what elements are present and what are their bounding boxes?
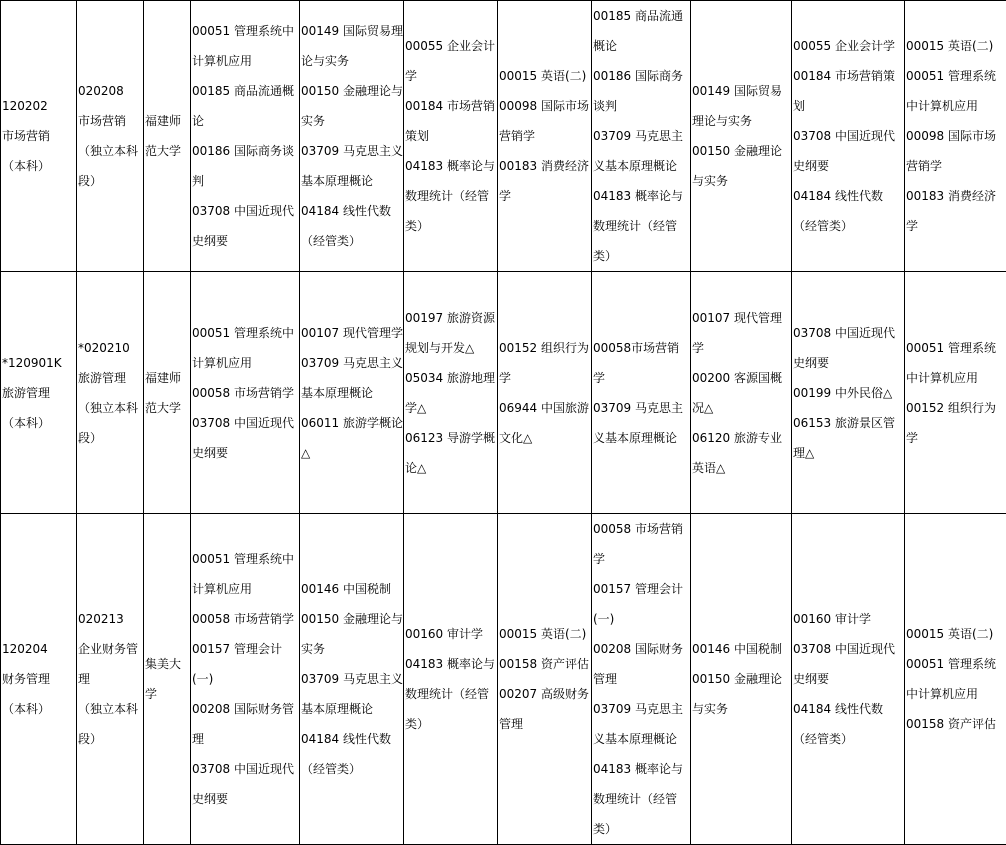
program-type: （独立本科段） [78,694,143,754]
major-code: 120204 [2,634,76,664]
course-item: 00098 国际市场营销学 [906,121,1006,181]
course-item: 04184 线性代数（经管类） [793,694,904,754]
course-item: 00015 英语(二) [499,619,591,649]
course-item: 00160 审计学 [793,604,904,634]
course-item: 00051 管理系统中计算机应用 [906,649,1006,709]
course-item: 00186 国际商务谈判 [192,136,299,196]
course-item: 00184 市场营销策划 [793,61,904,121]
course-item: 00055 企业会计学 [405,31,497,91]
course-item: 00051 管理系统中计算机应用 [192,544,299,604]
course-item: 00058 市场营销学 [192,604,299,634]
major-cell [1,514,77,845]
course-item: 00197 旅游资源规划与开发△ [405,303,497,363]
course-item: 00058市场营销学 [593,333,690,393]
courses-cell [300,1,404,272]
courses-cell [404,1,498,272]
courses-cell [905,514,1006,845]
course-item: 00185 商品流通概论 [593,1,690,61]
course-item: 06123 导游学概论△ [405,423,497,483]
courses-cell [592,1,691,272]
courses-cell [691,1,792,272]
course-item: 03709 马克思主义基本原理概论 [593,121,690,181]
course-item: 03709 马克思主义基本原理概论 [301,348,403,408]
course-item: 03708 中国近现代史纲要 [793,634,904,694]
course-item: 04183 概率论与数理统计（经管类） [593,181,690,271]
course-item: 00146 中国税制 [301,574,403,604]
major-code: *120901K [2,348,76,378]
course-item: 00098 国际市场营销学 [499,91,591,151]
course-item: 00015 英语(二) [906,31,1006,61]
course-item: 03708 中国近现代史纲要 [192,754,299,814]
major-level: （本科） [2,408,76,438]
course-item: 00207 高级财务管理 [499,679,591,739]
course-item: 00158 资产评估 [906,709,1006,739]
course-item: 04183 概率论与数理统计（经管类） [593,754,690,844]
course-item: 00058 市场营销学 [593,514,690,574]
courses-cell [592,272,691,514]
course-item: 04184 线性代数（经管类） [301,196,403,256]
course-item: 06944 中国旅游文化△ [499,393,591,453]
course-item: 00051 管理系统中计算机应用 [192,16,299,76]
course-item: 06011 旅游学概论△ [301,408,403,468]
program-name: 旅游管理 [78,363,143,393]
courses-cell [191,514,300,845]
courses-cell [404,272,498,514]
courses-cell [498,272,592,514]
program-type: （独立本科段） [78,393,143,453]
course-item: 06153 旅游景区管理△ [793,408,904,468]
courses-cell [498,514,592,845]
courses-cell [592,514,691,845]
program-name: 市场营销 [78,106,143,136]
course-item: 03709 马克思主义基本原理概论 [301,136,403,196]
course-item: 00183 消费经济学 [906,181,1006,241]
school-cell: 福建师范大学 [144,272,191,514]
course-item: 00185 商品流通概论 [192,76,299,136]
course-item: 04184 线性代数（经管类） [793,181,904,241]
program-name: 企业财务管理 [78,634,143,694]
program-code: 020213 [78,604,143,634]
course-item: 03708 中国近现代史纲要 [192,408,299,468]
course-item: 00157 管理会计(一) [192,634,299,694]
course-item: 00058 市场营销学 [192,378,299,408]
courses-cell [191,1,300,272]
major-code: 120202 [2,91,76,121]
course-item: 00015 英语(二) [906,619,1006,649]
course-item: 03709 马克思主义基本原理概论 [593,393,690,453]
courses-cell [792,514,905,845]
course-item: 00051 管理系统中计算机应用 [906,61,1006,121]
course-item: 00149 国际贸易理论与实务 [301,16,403,76]
courses-cell [905,1,1006,272]
course-item: 00183 消费经济学 [499,151,591,211]
courses-cell [905,272,1006,514]
major-level: （本科） [2,151,76,181]
course-item: 00199 中外民俗△ [793,378,904,408]
course-item: 00150 金融理论与实务 [692,664,791,724]
courses-cell [792,1,905,272]
course-item: 00051 管理系统中计算机应用 [906,333,1006,393]
courses-cell [792,272,905,514]
course-item: 00160 审计学 [405,619,497,649]
major-name: 市场营销 [2,121,76,151]
program-cell [77,272,144,514]
course-item: 00186 国际商务谈判 [593,61,690,121]
course-item: 06120 旅游专业英语△ [692,423,791,483]
course-item: 04184 线性代数（经管类） [301,724,403,784]
course-item: 03709 马克思主义基本原理概论 [301,664,403,724]
course-item: 00150 金融理论与实务 [692,136,791,196]
program-type: （独立本科段） [78,136,143,196]
course-item: 00107 现代管理学 [692,303,791,363]
program-cell [77,1,144,272]
major-level: （本科） [2,694,76,724]
course-item: 00055 企业会计学 [793,31,904,61]
course-item: 00208 国际财务管理 [593,634,690,694]
course-item: 00149 国际贸易理论与实务 [692,76,791,136]
courses-cell [300,272,404,514]
school-cell: 集美大学 [144,514,191,845]
table-row [1,514,1006,845]
course-item: 03708 中国近现代史纲要 [192,196,299,256]
courses-cell [404,514,498,845]
course-item: 00015 英语(二) [499,61,591,91]
program-code: *020210 [78,333,143,363]
school-cell: 福建师范大学 [144,1,191,272]
program-cell [77,514,144,845]
course-item: 05034 旅游地理学△ [405,363,497,423]
courses-cell [691,514,792,845]
course-item: 00150 金融理论与实务 [301,76,403,136]
courses-cell [300,514,404,845]
courses-cell [191,272,300,514]
table-row [1,1,1006,272]
course-item: 03708 中国近现代史纲要 [793,121,904,181]
course-item: 00146 中国税制 [692,634,791,664]
courses-cell [498,1,592,272]
course-item: 00208 国际财务管理 [192,694,299,754]
program-code: 020208 [78,76,143,106]
course-item: 00051 管理系统中计算机应用 [192,318,299,378]
course-item: 00152 组织行为学 [499,333,591,393]
course-item: 00150 金融理论与实务 [301,604,403,664]
course-item: 03708 中国近现代史纲要 [793,318,904,378]
major-name: 旅游管理 [2,378,76,408]
course-item: 00158 资产评估 [499,649,591,679]
course-item: 00157 管理会计(一) [593,574,690,634]
course-item: 00152 组织行为学 [906,393,1006,453]
course-item: 00184 市场营销策划 [405,91,497,151]
course-item: 04183 概率论与数理统计（经管类） [405,649,497,739]
major-cell [1,272,77,514]
course-item: 03709 马克思主义基本原理概论 [593,694,690,754]
course-item: 00107 现代管理学 [301,318,403,348]
table-row [1,272,1006,514]
major-name: 财务管理 [2,664,76,694]
course-item: 04183 概率论与数理统计（经管类） [405,151,497,241]
course-item: 00200 客源国概况△ [692,363,791,423]
courses-cell [691,272,792,514]
major-cell [1,1,77,272]
